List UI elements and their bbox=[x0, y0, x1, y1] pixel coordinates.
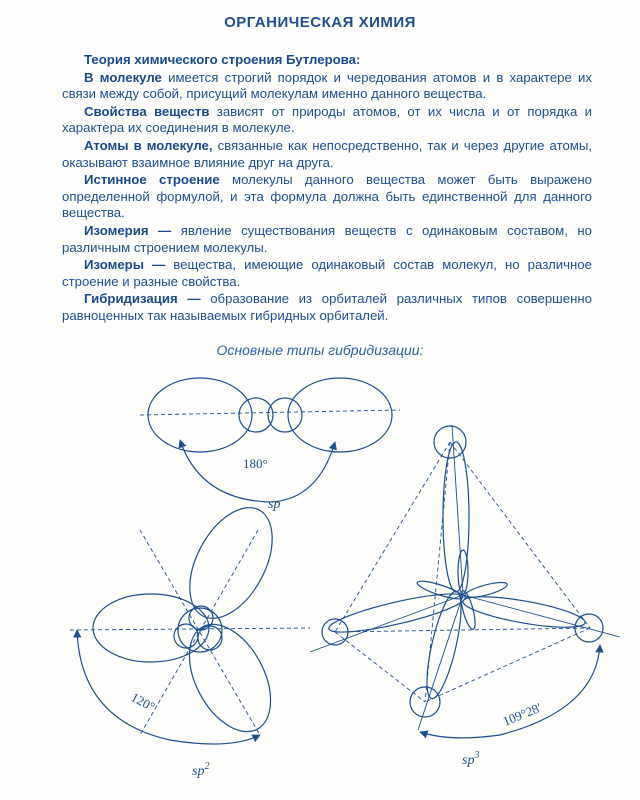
sp-diagram bbox=[140, 378, 400, 502]
sp-axis bbox=[140, 410, 400, 415]
sp3-small-lobe-2 bbox=[416, 578, 465, 602]
term: Изомерия — bbox=[84, 222, 172, 238]
sp3-lobe-bottom bbox=[420, 589, 468, 702]
sp-angle-arc bbox=[180, 440, 335, 502]
sp2-axis-1 bbox=[70, 628, 310, 630]
hybridization-caption: Основные типы гибридизации: bbox=[216, 342, 424, 358]
paragraph-molecule: В молекуле имеется строгий порядок и чередования атомов и в характере их связи между собой, присущий молекулам именно данного вещества. bbox=[62, 69, 592, 102]
sp2-lobe-bottom bbox=[173, 611, 287, 745]
sp2-label: $sp^2$ bbox=[192, 761, 210, 779]
sp2-angle-arc bbox=[77, 630, 260, 744]
sp2-lobe-top bbox=[173, 494, 289, 632]
sp2-angle-label: 120° bbox=[128, 689, 158, 715]
sp3-label: $sp^3$ bbox=[462, 750, 480, 768]
sp-left-lobe bbox=[148, 378, 252, 452]
sp2-diagram bbox=[70, 494, 310, 745]
paragraph-hybridization: Гибридизация — образование из орбиталей различных типов совершенно равноценных так называемых гибридных орбиталей. bbox=[62, 291, 592, 323]
sp-right-lobe bbox=[288, 378, 392, 452]
term: В молекуле bbox=[84, 69, 162, 85]
sp-label: sp bbox=[268, 497, 281, 512]
term: Атомы в молекуле, bbox=[84, 137, 213, 153]
term: Гибридизация — bbox=[84, 291, 201, 307]
term: Свойства веществ bbox=[84, 103, 210, 119]
sp3-lobe-top bbox=[443, 442, 469, 592]
page-title: ОРГАНИЧЕСКАЯ ХИМИЯ bbox=[224, 14, 416, 31]
paragraph-isomerism: Изомерия — явление существования веществ с одинаковым составом, но различным строением молекулы. bbox=[62, 222, 592, 255]
paragraph-isomers: Изомеры — вещества, имеющие одинаковый состав молекул, но различное строение и разные свойства. bbox=[62, 257, 592, 289]
sp3-small-lobe-1 bbox=[458, 550, 468, 594]
sp3-angle-label: 109°28′ bbox=[500, 699, 544, 729]
term: Изомеры — bbox=[84, 257, 166, 273]
paragraph-properties: Свойства веществ зависят от природы атомов, от их числа и от порядка и характера их соединения в молекуле. bbox=[62, 103, 592, 136]
sp-angle-label: 180° bbox=[243, 456, 268, 471]
paragraph-atoms: Атомы в молекуле, связанные как непосредственно, так и через другие атомы, оказывают взаимное влияние друг на друга. bbox=[62, 137, 593, 170]
sp3-diagram bbox=[310, 425, 620, 738]
term: Теория химического строения Бутлерова: bbox=[84, 52, 361, 67]
term: Истинное строение bbox=[84, 172, 220, 188]
sp2-lobe-left bbox=[93, 594, 209, 662]
paragraph-structure: Истинное строение молекулы данного вещества может быть выражено определенной формулой, и эта формула должна быть единственной для данного вещества. bbox=[62, 172, 592, 221]
sp2-small-lobe-3 bbox=[198, 626, 222, 650]
